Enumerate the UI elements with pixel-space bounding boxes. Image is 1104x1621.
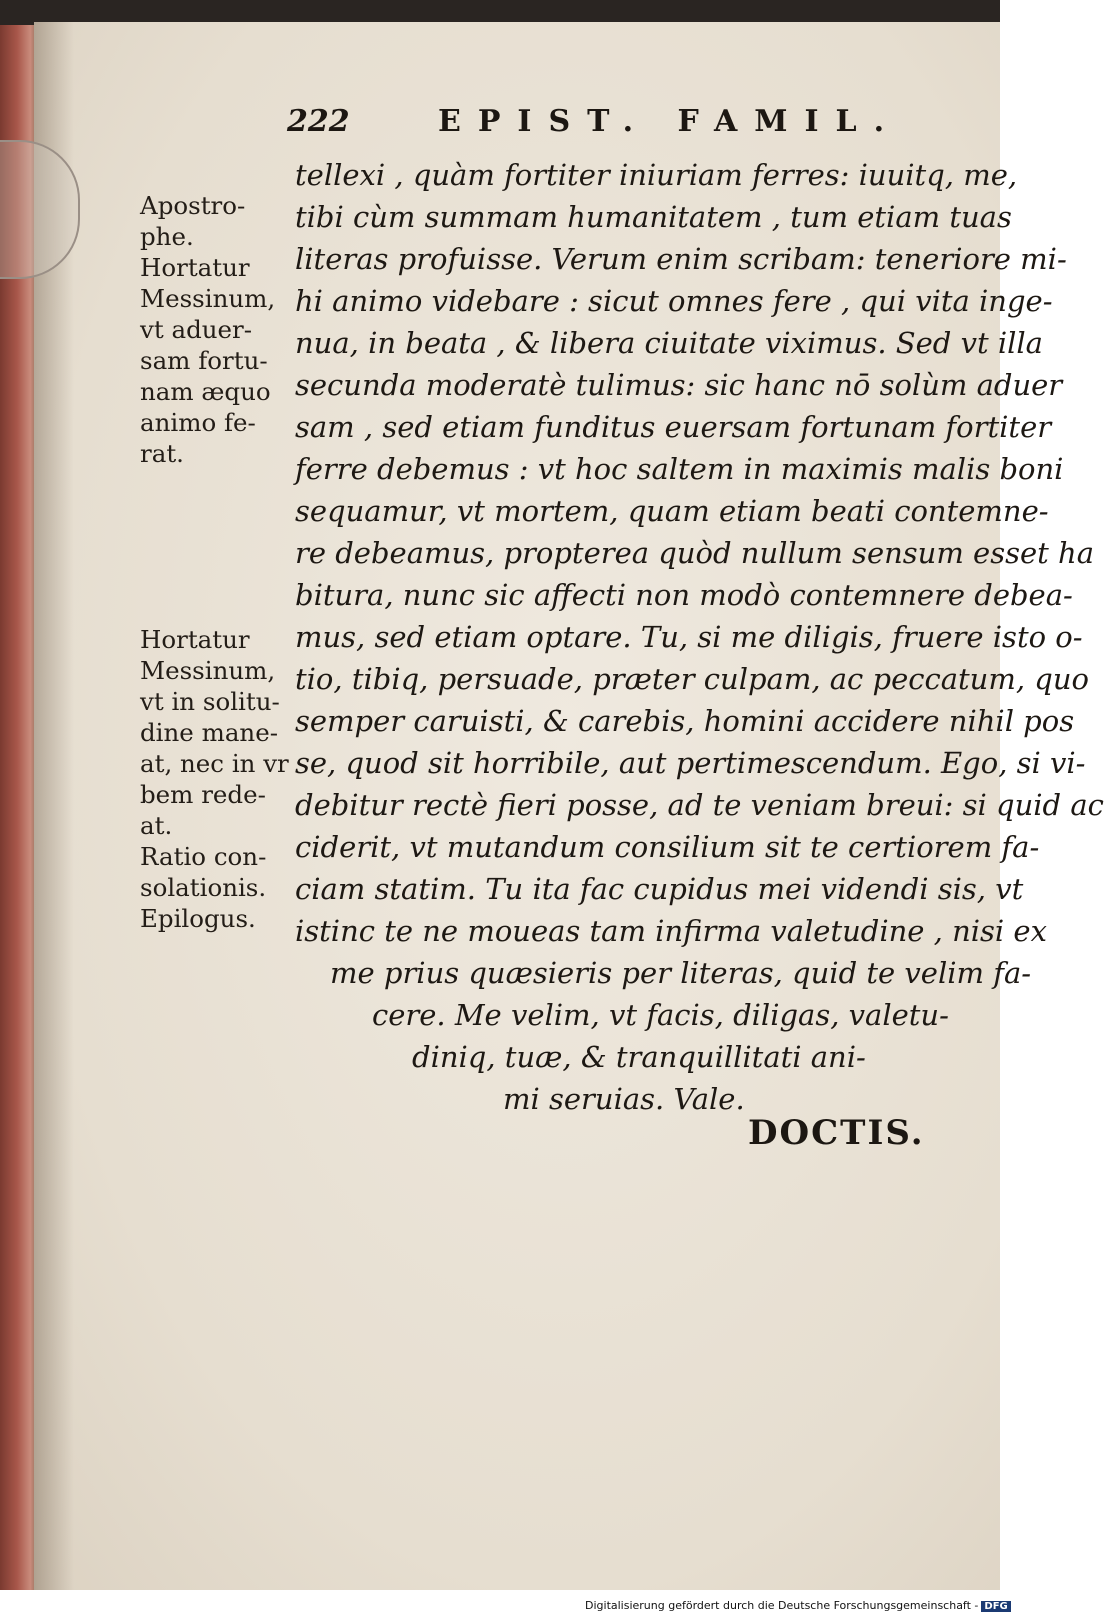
text-line: re debeamus, propterea quòd nullum sensum esset ha — [295, 536, 1094, 570]
text-line: nua, in beata , & libera ciuitate viximus. Sed vt illa — [295, 326, 1043, 360]
text-line: bitura, nunc sic affecti non modò contemnere debea- — [295, 578, 1073, 612]
margin-note-line — [140, 500, 289, 531]
text-line: istinc te ne moueas tam infirma valetudine , nisi ex — [295, 914, 1047, 948]
text-line: semper caruisti, & carebis, homini accidere nihil pos — [295, 704, 1075, 738]
margin-note-line: bem rede- — [140, 780, 266, 809]
page-number: 222 — [287, 104, 350, 139]
credit-text: Digitalisierung gefördert durch die Deutsche Forschungsgemeinschaft - — [585, 1599, 979, 1612]
margin-note-line — [140, 593, 289, 624]
text-line: ciam statim. Tu ita fac cupidus mei videndi sis, vt — [295, 872, 1024, 906]
text-line: sam , sed etiam funditus euersam fortunam fortiter — [295, 410, 1052, 444]
margin-note-line: dine mane- — [140, 718, 278, 747]
margin-note-line: Messinum, — [140, 284, 276, 313]
digitization-credit — [585, 1599, 1011, 1612]
text-line: diniq, tuæ, & tranquillitati ani- — [412, 1040, 866, 1074]
text-line: mi seruias. Vale. — [503, 1082, 745, 1116]
margin-note-line — [140, 562, 289, 593]
margin-note-line: animo fe- — [140, 408, 256, 437]
margin-note-line: rat. — [140, 439, 184, 468]
margin-note-line: phe. — [140, 222, 194, 251]
running-title: EPIST. FAMIL. — [438, 104, 902, 139]
text-line: sequamur, vt mortem, quam etiam beati contemne- — [295, 494, 1049, 528]
text-line: tibi cùm summam humanitatem , tum etiam tuas — [295, 200, 1012, 234]
margin-note-line: Messinum, — [140, 656, 276, 685]
margin-note-line: sam fortu- — [140, 346, 268, 375]
text-line: literas profuisse. Verum enim scribam: teneriore mi- — [295, 242, 1067, 276]
text-line: me prius quæsieris per literas, quid te velim fa- — [330, 956, 1032, 990]
text-line: tellexi , quàm fortiter iniuriam ferres: iuuitq, me, — [295, 158, 1018, 192]
text-line: cere. Me velim, vt facis, diligas, valetu- — [372, 998, 949, 1032]
text-line: tio, tibiq, persuade, præter culpam, ac peccatum, quo — [295, 662, 1089, 696]
margin-note-line — [140, 531, 289, 562]
margin-note-line: at. — [140, 811, 173, 840]
margin-note-line: vt aduer- — [140, 315, 253, 344]
text-line: ferre debemus : vt hoc saltem in maximis malis boni — [295, 452, 1064, 486]
margin-note-line: Apostro- — [140, 191, 246, 220]
dfg-logo: DFG — [981, 1601, 1010, 1612]
margin-note-line: Hortatur — [140, 253, 250, 282]
text-line: debitur rectè fieri posse, ad te veniam breui: si quid ac — [295, 788, 1104, 822]
margin-notes — [140, 190, 289, 934]
text-line: ciderit, vt mutandum consilium sit te certiorem fa- — [295, 830, 1040, 864]
margin-note-line: Hortatur — [140, 625, 250, 654]
margin-note-line: solationis. — [140, 873, 267, 902]
margin-note-line: nam æquo — [140, 377, 271, 406]
margin-note-line: at, nec in vr — [140, 749, 289, 778]
margin-note-line: Ratio con- — [140, 842, 267, 871]
page-header — [0, 104, 1000, 144]
margin-note-line — [140, 469, 289, 500]
text-line: hi animo videbare : sicut omnes fere , qui vita inge- — [295, 284, 1053, 318]
margin-note-line: vt in solitu- — [140, 687, 280, 716]
text-line: se, quod sit horribile, aut pertimescendum. Ego, si vi- — [295, 746, 1086, 780]
text-line: mus, sed etiam optare. Tu, si me diligis, fruere isto o- — [295, 620, 1083, 654]
margin-note-line: Epilogus. — [140, 904, 256, 933]
catchword: DOCTIS. — [748, 1113, 925, 1153]
text-line: secunda moderatè tulimus: sic hanc nō solùm aduer — [295, 368, 1063, 402]
